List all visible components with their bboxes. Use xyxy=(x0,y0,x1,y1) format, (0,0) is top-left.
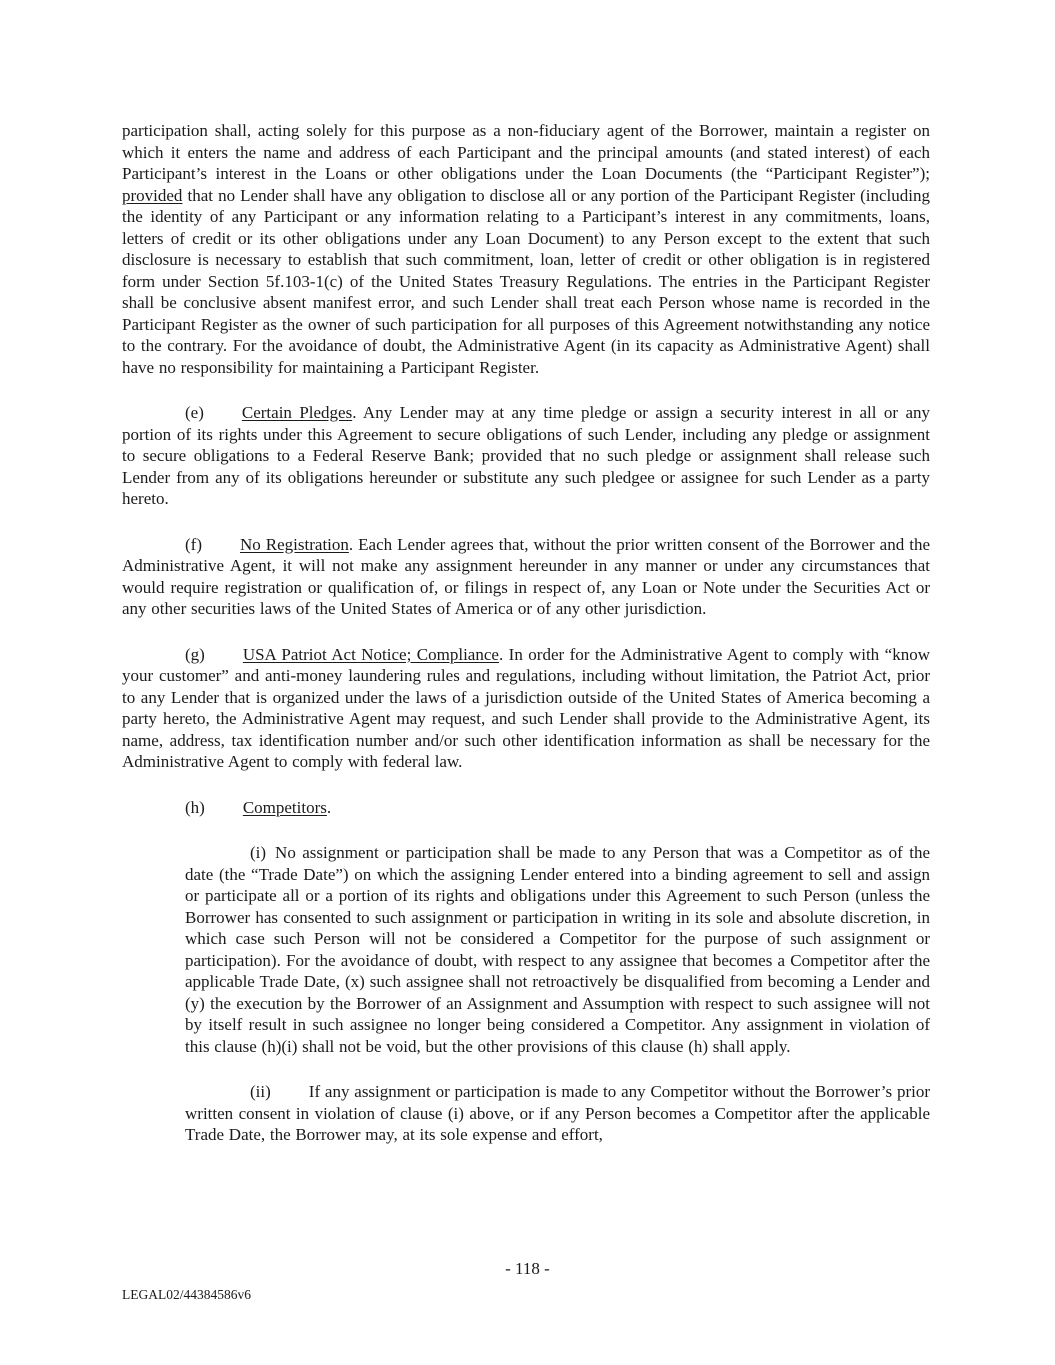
text-run: (i) xyxy=(250,843,267,862)
text-run: (e) xyxy=(185,403,204,422)
text-run: . Any Lender may at any time pledge or assign a security interest in all or any portion of its rights under this Agreement to secure obligations of such Lender, including any pledge or assignment to secure obligations to a Federal Reserve Bank; provided that no such pledge or assignment shall release such Lender from any of its obligations hereunder or substitute any such pledgee or assignee for such Lender as a party hereto. xyxy=(122,403,930,508)
underlined-text: Competitors xyxy=(242,797,327,817)
paragraph-participant-register xyxy=(122,120,930,378)
paragraph-e-certain-pledges xyxy=(122,402,930,510)
paragraph-f-no-registration xyxy=(122,534,930,620)
paragraph-h-ii xyxy=(185,1081,930,1146)
text-run: that no Lender shall have any obligation to disclose all or any portion of the Participant Register (including the identity of any Participant or any information relating to a Participant’s interest in any commitments, loans, letters of credit or its other obligations under any Loan Document) to any Person except to the extent that such disclosure is necessary to establish that such commitment, loan, letter of credit or other obligation is in registered form under Section 5f.103-1(c) of the United States Treasury Regulations. The entries in the Participant Register shall be conclusive absent manifest error, and such Lender shall treat each Person whose name is recorded in the Participant Register as the owner of such participation for all purposes of this Agreement notwithstanding any notice to the contrary. For the avoidance of doubt, the Administrative Agent (in its capacity as Administrative Agent) shall have no responsibility for maintaining a Participant Register. xyxy=(122,185,930,377)
paragraph-h-i xyxy=(185,842,930,1057)
underlined-text: No Registration xyxy=(239,534,349,554)
underlined-text: provided xyxy=(122,185,183,205)
text-run: . xyxy=(326,797,332,817)
underlined-text: Certain Pledges xyxy=(241,403,353,422)
paragraph-g-usa-patriot-act xyxy=(122,644,930,773)
paragraph-h-competitors xyxy=(122,797,930,819)
text-run: (ii) xyxy=(250,1082,271,1101)
text-run: (f) xyxy=(185,534,202,554)
document-id-footer: LEGAL02/44384586v6 xyxy=(122,1287,251,1302)
text-run: participation shall, acting solely for this purpose as a non-fiduciary agent of the Borrower, maintain a register on which it enters the name and address of each Participant and the principal amounts (and stated interest) of each Participant’s interest in the Loans or other obligations under the Loan Documents (the “Participant Register”); xyxy=(122,121,930,183)
underlined-text: USA Patriot Act Notice; Compliance xyxy=(242,644,499,664)
document-body xyxy=(122,120,930,1170)
text-run: . Each Lender agrees that, without the prior written consent of the Borrower and the Administrative Agent, it will not make any assignment hereunder in any manner or under any circumstances that would require registration or qualification of, or filings in respect of, any Loan or Note under the Securities Act or any other securities laws of the United States of America or of any other jurisdiction. xyxy=(122,534,930,618)
text-run: . In order for the Administrative Agent to comply with “know your customer” and anti-money laundering rules and regulations, including without limitation, the Patriot Act, prior to any Lender that is organized under the laws of a jurisdiction outside of the United States of America becoming a party hereto, the Administrative Agent may request, and such Lender shall provide to the Administrative Agent, its name, address, tax identification number and/or such other identification information as shall be necessary for the Administrative Agent to comply with federal law. xyxy=(122,644,930,771)
text-run: (g) xyxy=(185,644,205,664)
text-run: No assignment or participation shall be made to any Person that was a Competitor as of the date (the “Trade Date”) on which the assigning Lender entered into a binding agreement to sell and assign or participate all or a portion of its rights and obligations under this Agreement to such Person (unless the Borrower has consented to such assignment or participation in writing in its sole and absolute discretion, in which case such Person will not be considered a Competitor for the purpose of such assignment or participation). For the avoidance of doubt, with respect to any assignee that becomes a Competitor after the applicable Trade Date, (x) such assignee shall not retroactively be disqualified from becoming a Lender and (y) the execution by the Borrower of an Assignment and Assumption with respect to such assignee will not by itself result in such assignee no longer being considered a Competitor. Any assignment in violation of this clause (h)(i) shall not be void, but the other provisions of this clause (h) shall apply. xyxy=(185,843,930,1056)
page-number: - 118 - xyxy=(505,1259,550,1278)
text-run: If any assignment or participation is made to any Competitor without the Borrower’s prior written consent in violation of clause (i) above, or if any Person becomes a Competitor after the applicable Trade Date, the Borrower may, at its sole expense and effort, xyxy=(185,1082,930,1144)
text-run: (h) xyxy=(185,797,205,817)
